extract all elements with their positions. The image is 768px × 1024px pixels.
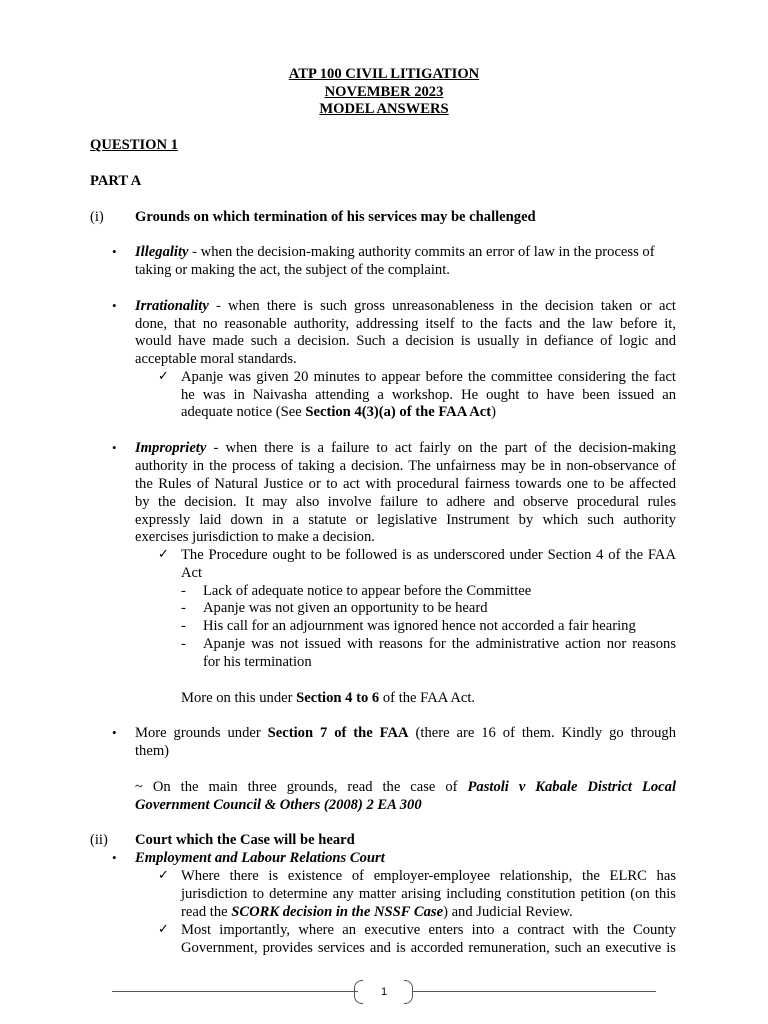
impropriety-dash-item-2: Apanje was not given an opportunity to be heard — [203, 600, 488, 616]
illegality-line2: taking or making the act, the subject of the complaint. — [135, 262, 450, 278]
doc-title-date: NOVEMBER 2023 — [324, 84, 444, 100]
nssf-case-ref: SCORK decision in the NSSF Case — [231, 904, 444, 920]
dash-marker: - — [181, 583, 186, 599]
question-heading: QUESTION 1 — [90, 137, 178, 153]
irrationality-check-line3 — [181, 403, 496, 421]
impropriety-line6: exercises jurisdiction to make a decision. — [135, 529, 375, 545]
impropriety-dash-item-4: Apanje was not issued with reasons for the administrative action nor reasons — [203, 636, 676, 652]
illegality-text: - when the decision-making authority commits an error of law in the process of — [188, 244, 655, 260]
impropriety-dash-item-1: Lack of adequate notice to appear before the Committee — [203, 583, 532, 599]
irrationality-line3: would have made such a decision. Such a decision is usually in defiance of logic and — [135, 333, 676, 349]
impropriety-check-line1: The Procedure ought to be followed is as underscored under Section 4 of the FAA — [181, 547, 676, 563]
dash-marker: - — [181, 636, 186, 652]
bullet-icon: • — [112, 850, 117, 865]
doc-title-model-answers: MODEL ANSWERS — [319, 101, 449, 117]
dash-marker: - — [181, 600, 186, 616]
section-i-number: (i) — [90, 209, 104, 225]
more-grounds-text-end: (there are 16 of them. Kindly go through — [408, 725, 677, 741]
court-check1-line2: jurisdiction to determine any matter arising including constitution petition (on this — [181, 886, 676, 902]
more-grounds-line2: them) — [135, 743, 170, 759]
more-grounds-text: More grounds under — [135, 725, 268, 741]
section-ii-heading: Court which the Case will be heard — [135, 832, 355, 848]
impropriety-dash-item-4-cont: for his termination — [203, 654, 312, 670]
check-text: adequate notice (See — [181, 404, 306, 420]
impropriety-line2: authority in the process of taking a decision. The unfairness may be in non-observance of — [135, 458, 676, 474]
bullet-icon: • — [112, 298, 117, 313]
impropriety-line3: the Rules of Natural Justice or to act with procedural fairness towards one to be affected — [135, 476, 676, 492]
main-three-text: ~ On the main three grounds, read the case of — [135, 779, 468, 795]
check-icon: ✓ — [158, 547, 169, 562]
check-text: read the — [181, 904, 232, 920]
section-i-heading: Grounds on which termination of his services may be challenged — [135, 209, 536, 225]
court-check1-line1: Where there is existence of employer-employee relationship, the ELRC has — [181, 868, 676, 884]
case-citation-cont: Government Council & Others (2008) 2 EA 300 — [135, 797, 422, 813]
footer-rule-left — [112, 991, 358, 992]
section-ii-number: (ii) — [90, 832, 108, 848]
doc-title-course: ATP 100 CIVIL LITIGATION — [288, 66, 480, 82]
footer-rule-right — [412, 991, 656, 992]
irrationality-text: - when there is such gross unreasonableness in the decision taken or act — [208, 298, 676, 314]
bullet-icon: • — [112, 244, 117, 259]
check-text-end: ) and Judicial Review. — [443, 904, 573, 920]
impropriety-line4: by the decision. It may also involve failure to adhere and observe procedural rules — [135, 494, 676, 510]
irrationality-line4: acceptable moral standards. — [135, 351, 297, 367]
page-number: 1 — [380, 986, 388, 998]
footer-bracket-right — [404, 980, 413, 1004]
irrationality-check-line1: Apanje was given 20 minutes to appear before the committee considering the fact — [181, 369, 676, 385]
irrationality-check-line2: he was in Naivasha attending a workshop. He ought to have been issued an — [181, 387, 676, 403]
main-three-line1 — [135, 778, 676, 796]
impropriety-text: - when there is a failure to act fairly on the part of the decision-making — [206, 440, 676, 456]
court-name: Employment and Labour Relations Court — [135, 850, 385, 866]
court-check2-line2: Government, provides services and is accorded remuneration, such an executive is — [181, 940, 676, 956]
check-icon: ✓ — [158, 868, 169, 883]
impropriety-dash-item-3: His call for an adjournment was ignored hence not accorded a fair hearing — [203, 618, 636, 634]
impropriety-term: Impropriety — [135, 440, 207, 456]
court-check1-line3 — [181, 903, 573, 921]
check-icon: ✓ — [158, 369, 169, 384]
illegality-term: Illegality — [135, 244, 189, 260]
illegality-line1 — [135, 243, 676, 261]
irrationality-line2: done, that no reasonable authority, addressing itself to the facts and the law before it, — [135, 316, 676, 332]
check-text-end: ) — [491, 404, 497, 420]
more-on-this-line — [181, 689, 475, 707]
faa-section-ref: Section 4(3)(a) of the FAA Act — [305, 404, 492, 420]
dash-marker: - — [181, 618, 186, 634]
more-text-end: of the FAA Act. — [379, 690, 476, 706]
faa-sections-ref: Section 4 to 6 — [296, 690, 380, 706]
more-grounds-line1 — [135, 724, 676, 742]
irrationality-line1 — [135, 297, 676, 315]
faa-section-7-ref: Section 7 of the FAA — [267, 725, 409, 741]
court-check2-line1: Most importantly, where an executive enters into a contract with the County — [181, 922, 676, 938]
impropriety-line1 — [135, 439, 676, 457]
bullet-icon: • — [112, 440, 117, 455]
impropriety-line5: expressly laid down in a statute or legislative Instrument by which such authority — [135, 512, 676, 528]
bullet-icon: • — [112, 725, 117, 740]
impropriety-check-line2: Act — [181, 565, 203, 581]
irrationality-term: Irrationality — [135, 298, 209, 314]
more-text: More on this under — [181, 690, 297, 706]
check-icon: ✓ — [158, 922, 169, 937]
footer-bracket-left — [354, 980, 363, 1004]
part-heading: PART A — [90, 173, 142, 189]
case-citation: Pastoli v Kabale District Local — [467, 779, 676, 795]
